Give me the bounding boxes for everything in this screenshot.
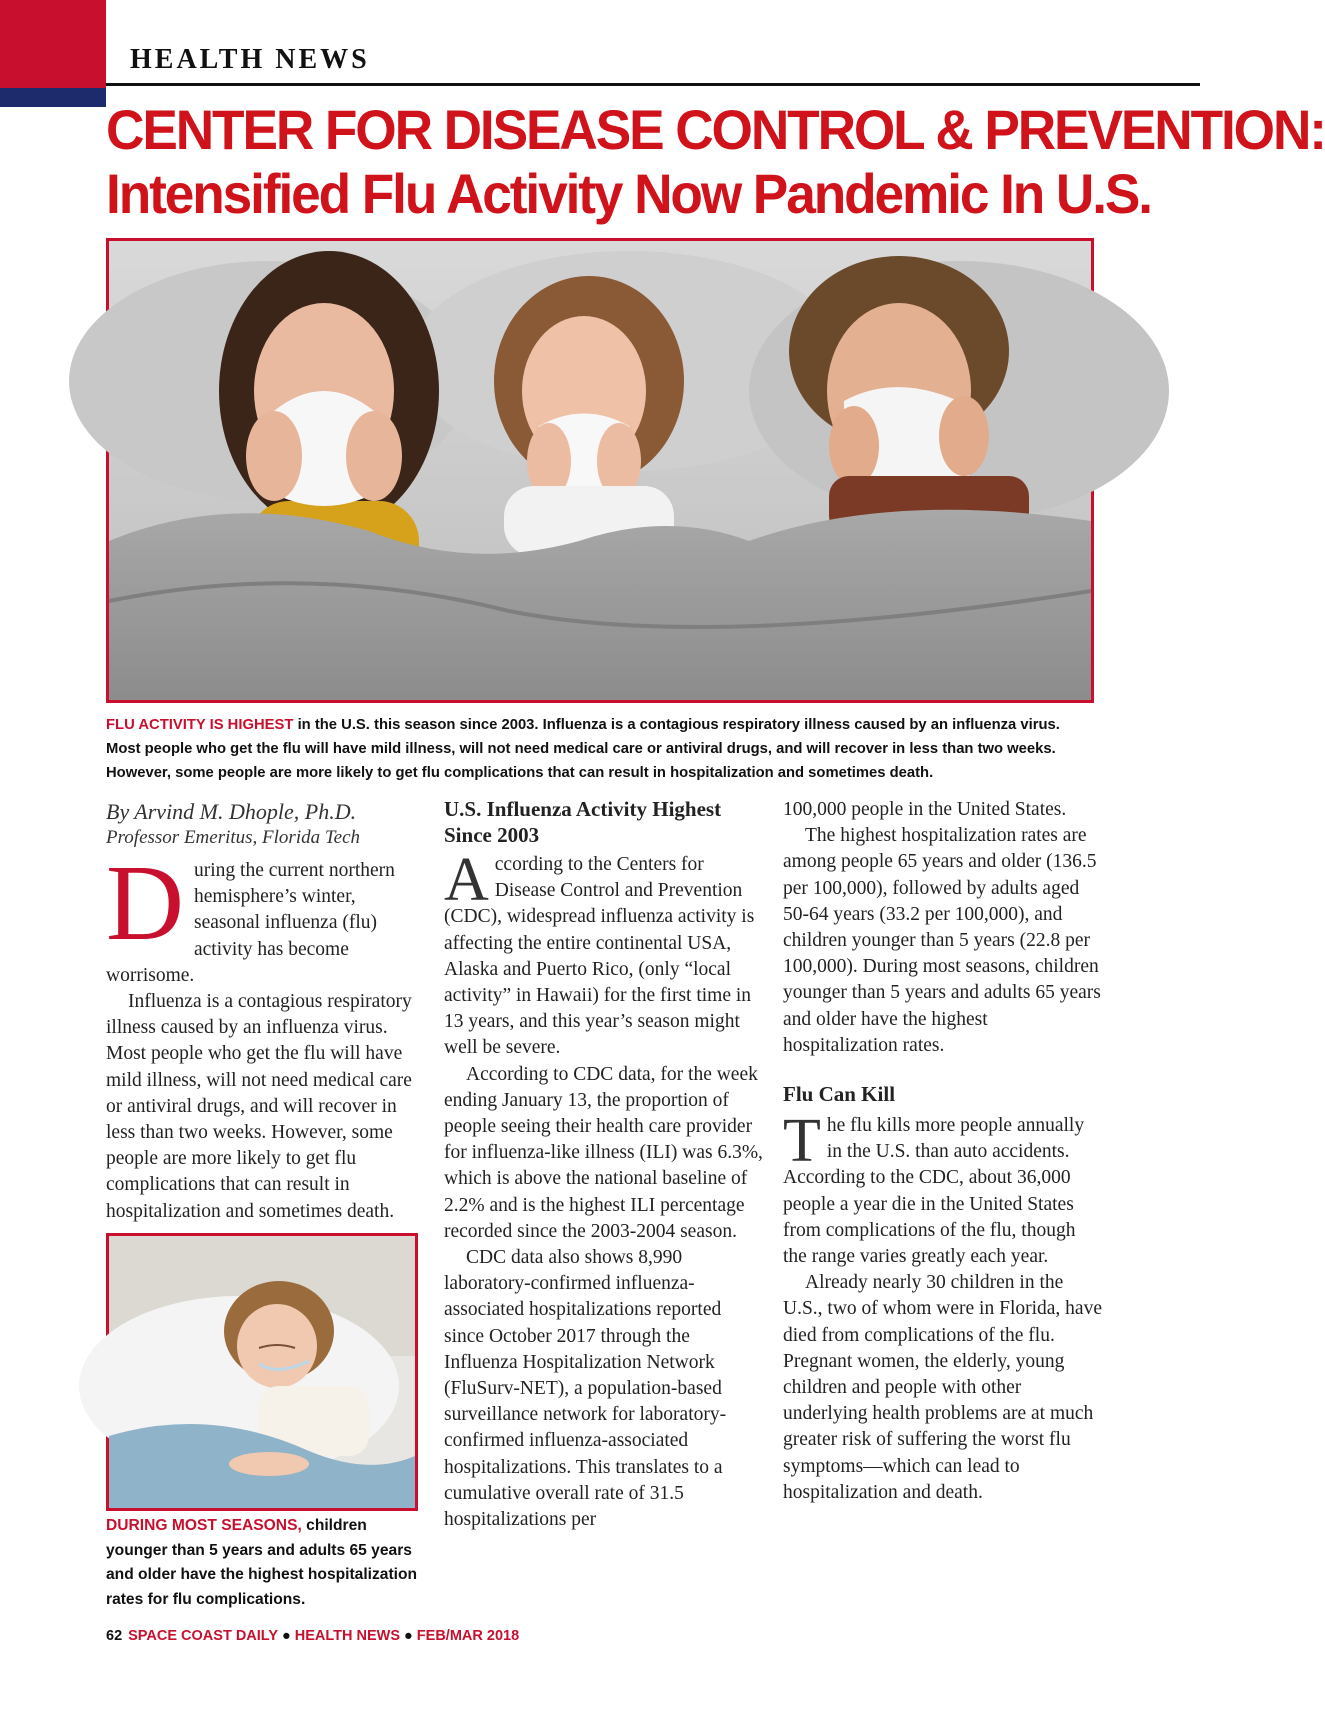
col3-paragraph-0: 100,000 people in the United States. <box>783 799 1067 820</box>
byline-author: By Arvind M. Dhople, Ph.D. <box>106 799 357 824</box>
hero-caption-text: in the U.S. this season since 2003. Influenza is a contagious respiratory illness caused by an influenza virus. Most people who get the flu will have mild illness, will not need medical care or antiviral drugs, and will recover in less than two weeks. However, some people are more likely to get flu complications that can result in hospitalization and sometimes death. <box>106 717 1060 781</box>
col2-paragraph-3: CDC data also shows 8,990 laboratory-confirmed influenza-associated hospitalizations reported since October 2017 through the Influenza Hospitalization Network (FluSurv-NET), a population-based surveillance network for laboratory-confirmed influenza-associated hospitalizations. This translates to a cumulative overall rate of 31.5 hospitalizations per <box>444 1247 727 1531</box>
side-caption <box>106 1514 426 1612</box>
side-illustration <box>109 1236 415 1508</box>
footer-section: HEALTH NEWS <box>294 1628 401 1644</box>
footer-publication: SPACE COAST DAILY <box>128 1628 278 1644</box>
col3-paragraph-2 <box>783 1107 1103 1270</box>
header-red-block <box>0 0 106 88</box>
header-rule <box>106 83 1200 86</box>
col1-paragraph-2: Influenza is a contagious respiratory illness caused by an influenza virus. Most people who get the flu will have mild illness, will not need medical care or antiviral drugs, and will recover in less than two weeks. However, some people are more likely to get flu complications that can result in hospitalization and sometimes death. <box>106 991 412 1222</box>
hero-caption-lead: FLU ACTIVITY IS HIGHEST <box>106 717 294 733</box>
col2-paragraph-1 <box>444 846 764 1062</box>
article-column-3 <box>783 797 1103 1506</box>
hero-photo <box>106 238 1094 703</box>
col3-paragraph-2-text: he flu kills more people annually in the U.S. than auto accidents. According to the CDC, about 36,000 people a year die in the United States from complications of the flu, though the range varies greatly each year. <box>783 1115 1085 1268</box>
col3-paragraph-3: Already nearly 30 children in the U.S., two of whom were in Florida, have died from complications of the flu. Pregnant women, the elderly, young children and people with other underlying health problems are at much greater risk of suffering the worst flu symptoms—which can lead to hospitalization and death. <box>783 1272 1102 1503</box>
col2-paragraph-2: According to CDC data, for the week ending January 13, the proportion of people seeing their health care provider for influenza-like illness (ILI) was 6.3%, which is above the national baseline of 2.2% and is the highest ILI percentage recorded since the 2003-2004 season. <box>444 1063 763 1242</box>
subhead-influenza-activity: U.S. Influenza Activity Highest Since 2003 <box>444 797 722 847</box>
headline-line-2: Intensified Flu Activity Now Pandemic In U.S. <box>106 162 1151 225</box>
header-blue-block <box>0 88 106 107</box>
intro-paragraph <box>106 844 422 989</box>
drop-cap-t: T <box>783 1107 821 1176</box>
drop-cap-a: A <box>444 846 489 914</box>
col3-paragraph-1: The highest hospitalization rates are among people 65 years and older (136.5 per 100,000), followed by adults aged 50-64 years (33.2 per 100,000), and children younger than 5 years (22.8 per 100,000). During most seasons, children younger than 5 years and adults 65 years and older have the highest hospitalization rates. <box>783 825 1101 1056</box>
article-column-1 <box>106 798 422 1225</box>
side-caption-text: children younger than 5 years and adults 65 years and older have the highest hospitalization rates for flu complications. <box>106 1517 418 1608</box>
hero-illustration <box>109 241 1091 700</box>
page-footer <box>106 1628 519 1644</box>
byline-title: Professor Emeritus, Florida Tech <box>106 827 361 848</box>
intro-text: uring the current northern hemisphere’s winter, seasonal influenza (flu) activity has become worrisome. <box>106 860 395 986</box>
hero-caption <box>106 713 1094 785</box>
side-caption-lead: DURING MOST SEASONS, <box>106 1517 302 1534</box>
article-column-2 <box>444 796 764 1533</box>
section-label: HEALTH NEWS <box>130 44 370 75</box>
headline <box>106 98 1325 226</box>
headline-line-1: CENTER FOR DISEASE CONTROL & PREVENTION: <box>106 98 1325 161</box>
col2-paragraph-1-text: ccording to the Centers for Disease Control and Prevention (CDC), widespread influenza activity is affecting the entire continental USA, Alaska and Puerto Rico, (only “local activity” in Hawaii) for the first time in 13 years, and this year’s season might well be severe. <box>444 854 755 1059</box>
footer-bullet: ● <box>404 1628 413 1644</box>
footer-issue: FEB/MAR 2018 <box>416 1628 520 1644</box>
subhead-flu-can-kill: Flu Can Kill <box>783 1082 896 1107</box>
footer-bullet: ● <box>282 1628 291 1644</box>
page-number: 62 <box>106 1628 123 1644</box>
drop-cap-d: D <box>106 844 184 963</box>
side-photo <box>106 1233 418 1511</box>
